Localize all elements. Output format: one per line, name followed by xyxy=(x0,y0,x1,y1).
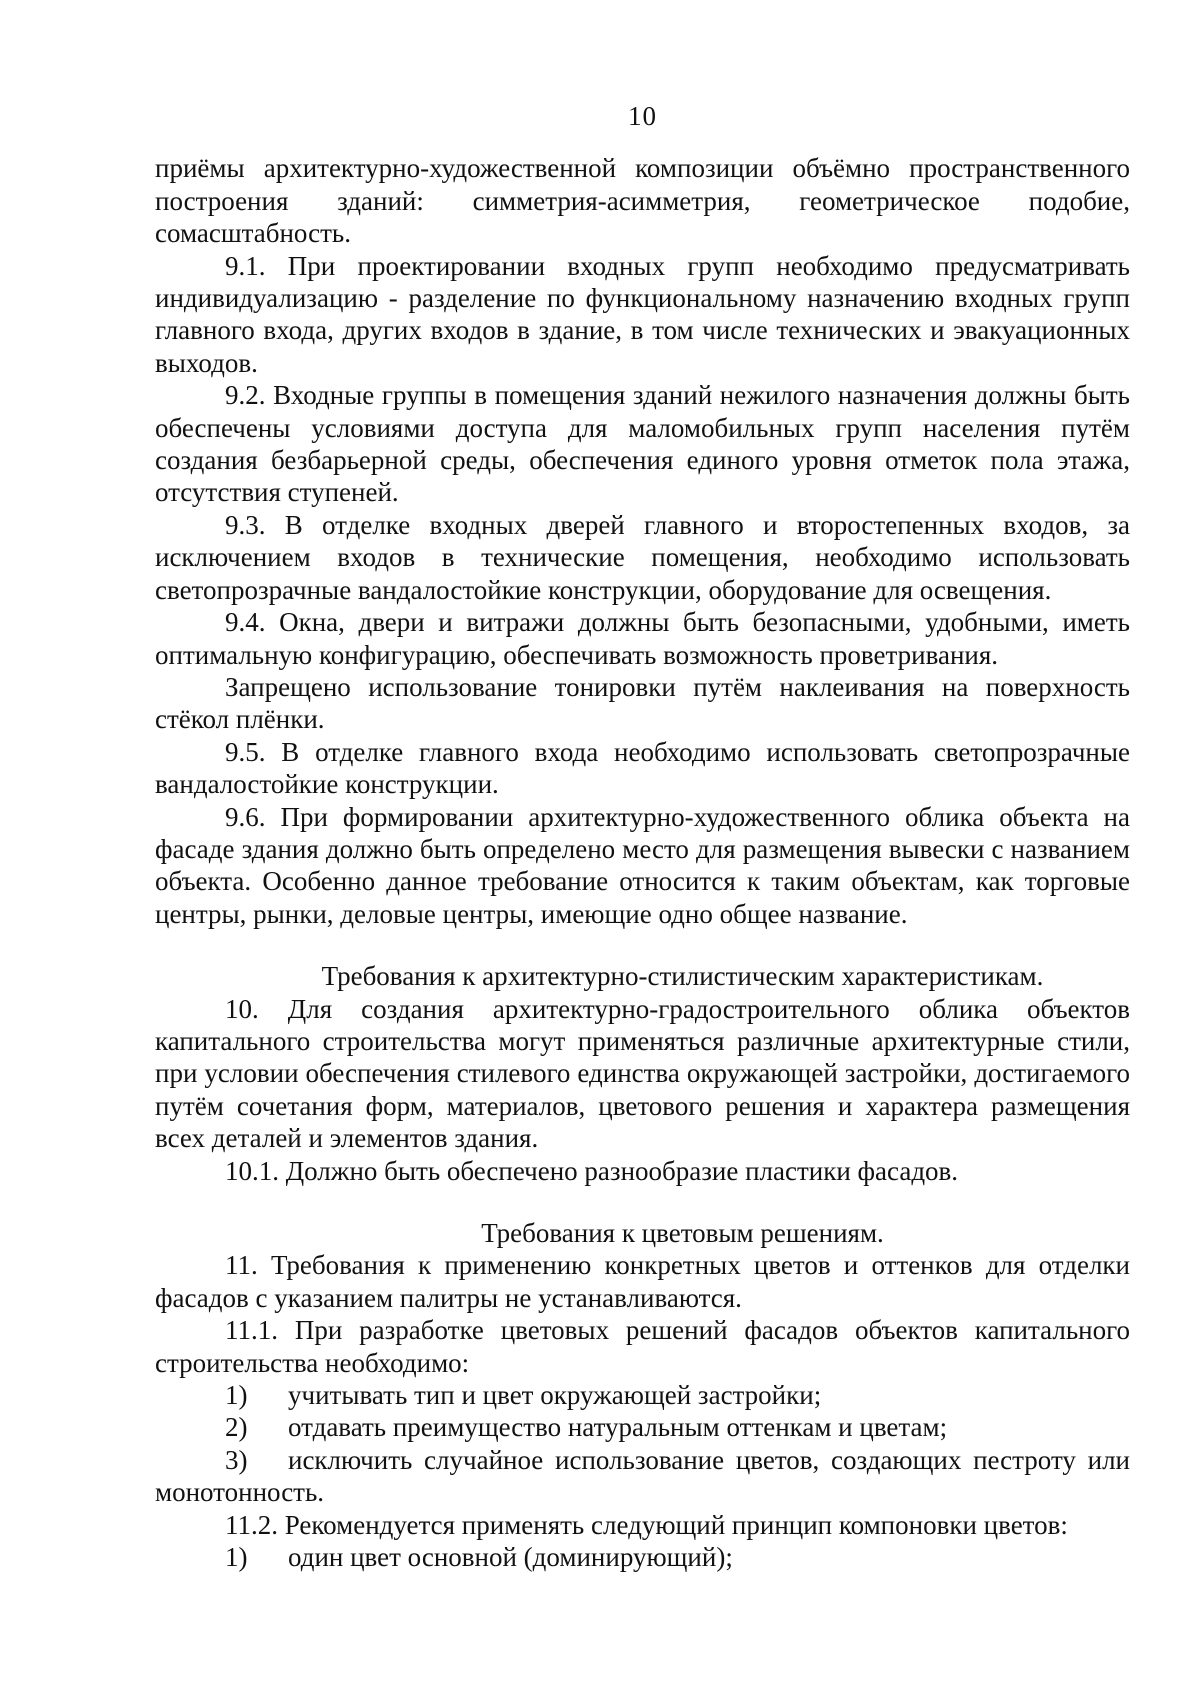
list-item-number: 1) xyxy=(225,1542,248,1573)
list-item-text: отдавать преимущество натуральным оттенкам и цветам; xyxy=(288,1412,948,1443)
list-item xyxy=(155,1411,1130,1443)
paragraph: 9.4. Окна, двери и витражи должны быть безопасными, удобными, иметь оптимальную конфигурацию, обеспечивать возможность проветривания. xyxy=(155,607,1130,670)
paragraph: 10. Для создания архитектурно-градостроительного облика объектов капитального строительства могут применяться различные архитектурные стили, при условии обеспечения стилевого единства окружающей застройки, достигаемого путём сочетания форм, материалов, цветового решения и характера размещения всех деталей и элементов здания. xyxy=(155,993,1130,1154)
paragraph: Запрещено использование тонировки путём наклеивания на поверхность стёкол плёнки. xyxy=(155,671,1130,735)
section-heading: Требования к цветовым решениям. xyxy=(481,1218,884,1248)
paragraph: 9.1. При проектировании входных групп необходимо предусматривать индивидуализацию - разделение по функциональному назначению входных групп главного входа, других входов в здание, в том числе технических и эвакуационных выходов. xyxy=(155,250,1130,378)
list-item-text: один цвет основной (доминирующий); xyxy=(288,1542,733,1573)
paragraph: приёмы архитектурно-художественной композиции объёмно пространственного построения зданий: симметрия-асимметрия, геометрическое подобие, сомасштабность. xyxy=(155,153,1130,249)
document-page xyxy=(155,100,1130,1573)
list-item-text: исключить случайное использование цветов, создающих пестроту или монотонность. xyxy=(155,1444,1130,1508)
list-item-number: 1) xyxy=(225,1380,248,1411)
paragraph: 9.6. При формировании архитектурно-художественного облика объекта на фасаде здания должно быть определено место для размещения вывески с названием объекта. Особенно данное требование относится к таким объектам, как торговые центры, рынки, деловые центры, имеющие одно общее название. xyxy=(155,801,1130,929)
document-body xyxy=(155,152,1130,1573)
list-item-number: 3) xyxy=(225,1444,248,1475)
paragraph: 9.5. В отделке главного входа необходимо использовать светопрозрачные вандалостойкие конструкции. xyxy=(155,736,1130,800)
paragraph: 9.3. В отделке входных дверей главного и второстепенных входов, за исключением входов в технические помещения, необходимо использовать светопрозрачные вандалостойкие конструкции, оборудование для освещения. xyxy=(155,509,1130,605)
list-item xyxy=(155,1379,1130,1411)
list-item xyxy=(155,1444,1130,1509)
page-number: 10 xyxy=(628,101,657,131)
list-item xyxy=(155,1541,1130,1573)
list-item-text: учитывать тип и цвет окружающей застройки; xyxy=(288,1380,822,1411)
paragraph: 9.2. Входные группы в помещения зданий нежилого назначения должны быть обеспечены условиями доступа для маломобильных групп населения путём создания безбарьерной среды, обеспечения единого уровня отметок пола этажа, отсутствия ступеней. xyxy=(155,380,1130,508)
list-item-number: 2) xyxy=(225,1412,248,1443)
paragraph: 10.1. Должно быть обеспечено разнообразие пластики фасадов. xyxy=(225,1155,959,1186)
paragraph: 11. Требования к применению конкретных цветов и оттенков для отделки фасадов с указанием палитры не устанавливаются. xyxy=(155,1250,1130,1313)
paragraph: 11.1. При разработке цветовых решений фасадов объектов капитального строительства необходимо: xyxy=(155,1315,1130,1378)
section-heading: Требования к архитектурно-стилистическим характеристикам. xyxy=(321,961,1044,992)
paragraph: 11.2. Рекомендуется применять следующий принцип компоновки цветов: xyxy=(225,1509,1068,1540)
